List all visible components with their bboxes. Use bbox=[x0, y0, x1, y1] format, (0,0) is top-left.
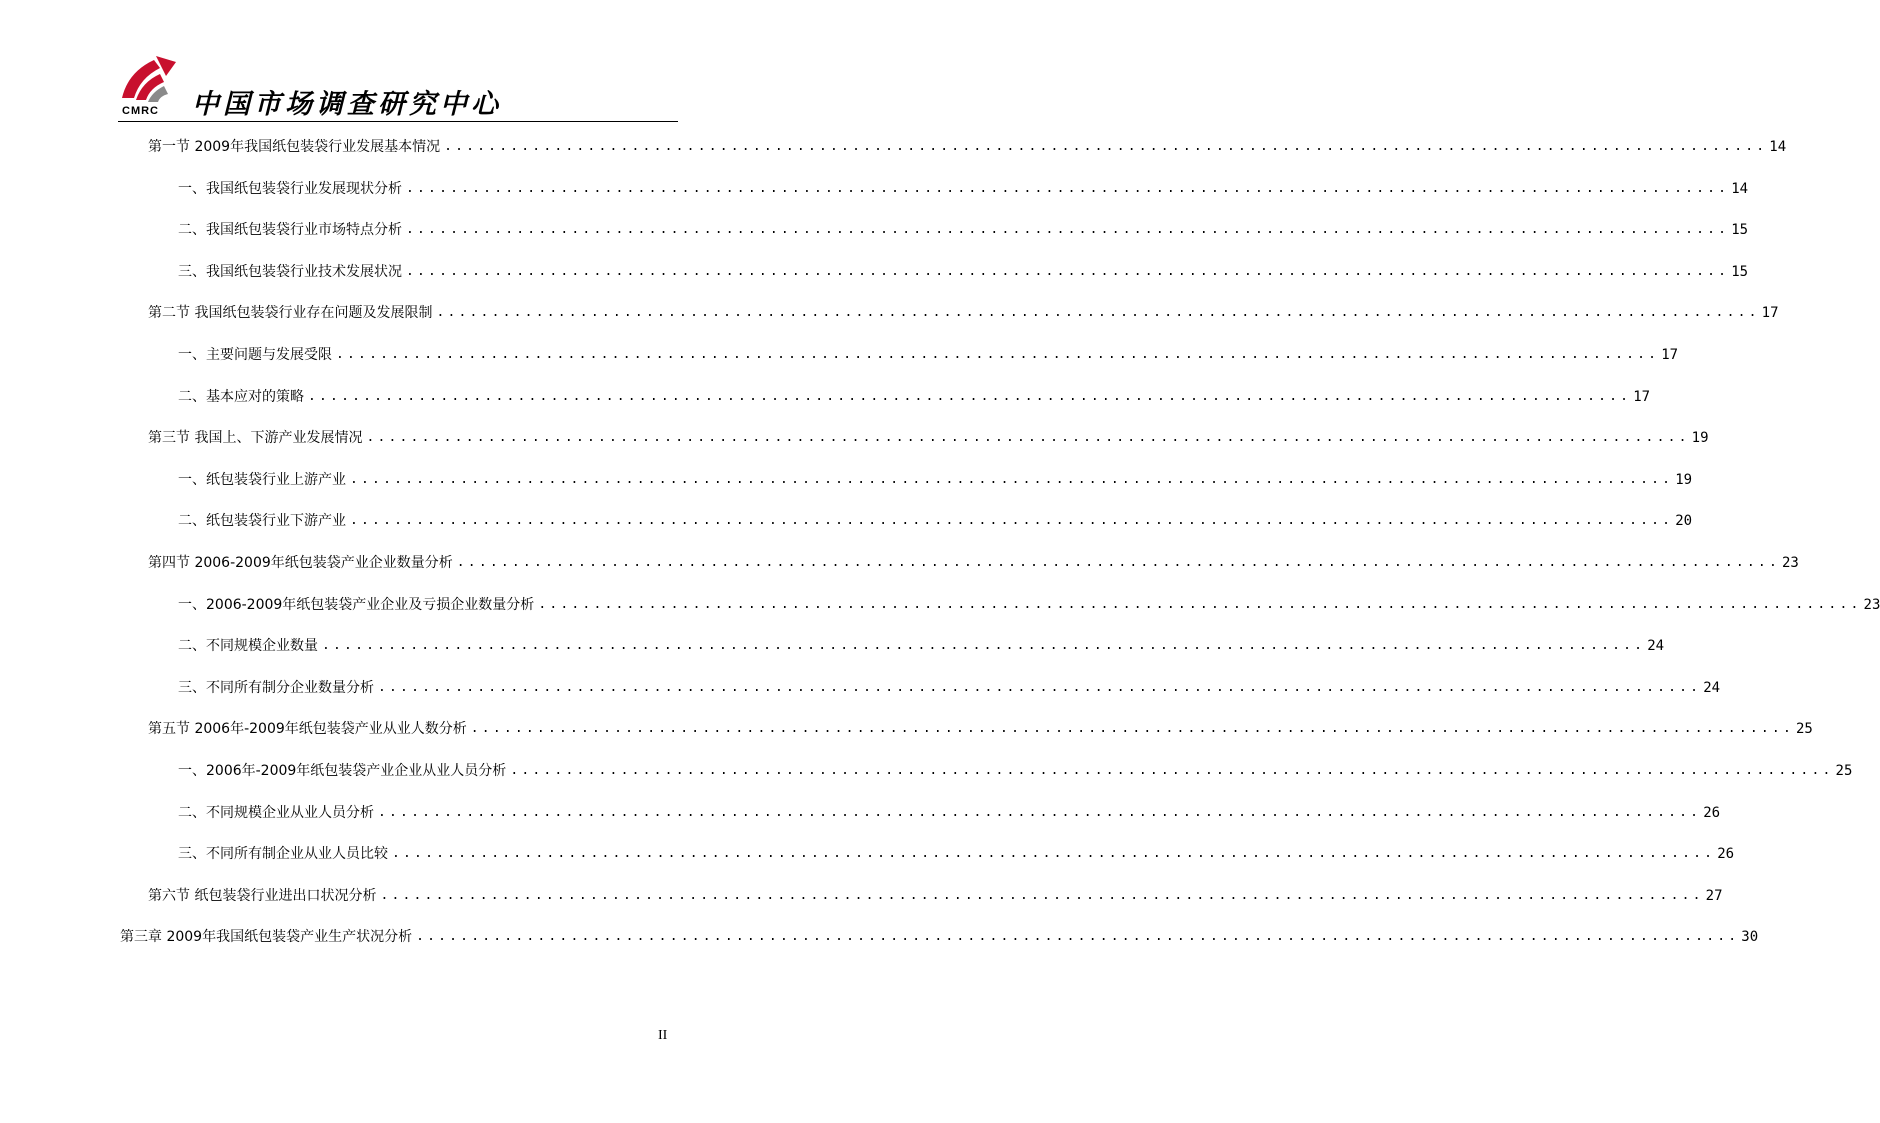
toc-entry[interactable] bbox=[148, 421, 1709, 447]
toc-leader-dots: ........................................................................................................................ bbox=[336, 347, 1660, 362]
toc-entry-page: 23 bbox=[1781, 555, 1799, 571]
toc-entry-page: 15 bbox=[1731, 263, 1749, 280]
toc-leader-dots: ........................................................................................................................ bbox=[380, 887, 1704, 903]
toc-entry-title: 一、主要问题与发展受限 bbox=[178, 347, 332, 363]
toc-entry[interactable] bbox=[178, 629, 1665, 655]
toc-entry-title: 二、我国纸包装袋行业市场特点分析 bbox=[178, 222, 402, 239]
toc-entry-page: 19 bbox=[1691, 430, 1709, 447]
toc-entry-page: 20 bbox=[1675, 513, 1693, 530]
toc-entry-page: 14 bbox=[1731, 180, 1749, 197]
toc-entry-title: 第四节 2006-2009年纸包装袋产业企业数量分析 bbox=[148, 555, 453, 571]
toc-entry-title: 一、我国纸包装袋行业发展现状分析 bbox=[178, 180, 402, 197]
toc-leader-dots: ........................................................................................................................ bbox=[322, 638, 1646, 654]
toc-entry-page: 26 bbox=[1717, 846, 1735, 863]
header-divider bbox=[118, 121, 678, 122]
toc-entry-page: 25 bbox=[1795, 721, 1813, 738]
toc-entry-page: 15 bbox=[1731, 222, 1749, 239]
toc-leader-dots: ........................................................................................................................ bbox=[378, 804, 1702, 820]
toc-entry-title: 第六节 纸包装袋行业进出口状况分析 bbox=[148, 887, 377, 904]
toc-entry-title: 一、2006年-2009年纸包装袋产业企业从业人员分析 bbox=[178, 763, 507, 779]
toc-leader-dots: ........................................................................................................................ bbox=[350, 471, 1674, 487]
toc-entry-title: 二、纸包装袋行业下游产业 bbox=[178, 513, 346, 530]
logo-caption: CMRC bbox=[122, 105, 159, 117]
toc-entry[interactable] bbox=[178, 671, 1721, 697]
toc-entry[interactable] bbox=[178, 255, 1749, 281]
toc-entry[interactable] bbox=[120, 920, 1759, 946]
toc-leader-dots: ........................................................................................................................ bbox=[406, 180, 1730, 196]
toc-leader-dots: ........................................................................................................................ bbox=[456, 555, 1780, 570]
toc-entry-title: 二、不同规模企业数量 bbox=[178, 638, 318, 655]
toc-entry[interactable] bbox=[148, 879, 1723, 905]
toc-entry[interactable] bbox=[178, 796, 1721, 822]
toc-entry[interactable] bbox=[148, 712, 1813, 738]
toc-entry-page: 23 bbox=[1863, 596, 1880, 613]
page-header bbox=[118, 50, 678, 122]
toc-entry-title: 第一节 2009年我国纸包装袋行业发展基本情况 bbox=[148, 139, 441, 155]
toc-leader-dots: ........................................................................................................................ bbox=[392, 846, 1716, 862]
toc-entry[interactable] bbox=[178, 338, 1679, 364]
page-number: II bbox=[658, 1028, 668, 1043]
toc-entry-page: 25 bbox=[1835, 763, 1853, 779]
toc-leader-dots: ........................................................................................................................ bbox=[366, 430, 1690, 446]
toc-entry-title: 第二节 我国纸包装袋行业存在问题及发展限制 bbox=[148, 305, 433, 322]
organization-name: 中国市场调查研究中心 bbox=[192, 89, 502, 120]
toc-entry[interactable] bbox=[178, 380, 1651, 406]
toc-entry-page: 19 bbox=[1675, 471, 1693, 488]
toc-entry-title: 二、基本应对的策略 bbox=[178, 388, 304, 405]
toc-entry-page: 17 bbox=[1661, 347, 1679, 363]
toc-entry-page: 30 bbox=[1741, 929, 1759, 946]
toc-entry-title: 三、我国纸包装袋行业技术发展状况 bbox=[178, 263, 402, 280]
toc-entry[interactable] bbox=[178, 588, 1880, 614]
toc-leader-dots: ........................................................................................................................ bbox=[538, 596, 1862, 612]
toc-entry-page: 26 bbox=[1703, 804, 1721, 821]
toc-entry[interactable] bbox=[148, 296, 1779, 322]
toc-leader-dots: ........................................................................................................................ bbox=[470, 721, 1794, 737]
toc-entry[interactable] bbox=[178, 754, 1853, 780]
toc-entry-page: 24 bbox=[1703, 679, 1721, 696]
toc-entry-page: 24 bbox=[1647, 638, 1665, 655]
toc-entry[interactable] bbox=[178, 213, 1749, 239]
toc-leader-dots: ........................................................................................................................ bbox=[308, 388, 1632, 404]
toc-entry-page: 17 bbox=[1633, 388, 1651, 405]
toc-leader-dots: ........................................................................................................................ bbox=[416, 929, 1740, 945]
toc-entry[interactable] bbox=[178, 463, 1693, 489]
toc-entry-title: 第三章 2009年我国纸包装袋产业生产状况分析 bbox=[120, 929, 413, 946]
toc-entry-title: 二、不同规模企业从业人员分析 bbox=[178, 804, 374, 821]
toc-entry-title: 三、不同所有制企业从业人员比较 bbox=[178, 846, 388, 863]
toc-entry[interactable] bbox=[148, 130, 1787, 156]
toc-entry[interactable] bbox=[178, 837, 1735, 863]
toc-leader-dots: ........................................................................................................................ bbox=[406, 263, 1730, 279]
toc-leader-dots: ........................................................................................................................ bbox=[444, 139, 1768, 154]
toc-entry-title: 第三节 我国上、下游产业发展情况 bbox=[148, 430, 363, 447]
toc-leader-dots: ........................................................................................................................ bbox=[350, 513, 1674, 529]
toc-entry-title: 一、纸包装袋行业上游产业 bbox=[178, 471, 346, 488]
toc-leader-dots: ........................................................................................................................ bbox=[436, 305, 1760, 321]
toc-entry-page: 14 bbox=[1769, 139, 1787, 155]
toc-entry-title: 三、不同所有制分企业数量分析 bbox=[178, 679, 374, 696]
toc-leader-dots: ........................................................................................................................ bbox=[510, 763, 1834, 778]
toc-entry[interactable] bbox=[148, 546, 1799, 572]
toc-leader-dots: ........................................................................................................................ bbox=[378, 679, 1702, 695]
toc-entry-page: 27 bbox=[1705, 887, 1723, 904]
toc-entry-title: 一、2006-2009年纸包装袋产业企业及亏损企业数量分析 bbox=[178, 596, 535, 613]
toc-entry[interactable] bbox=[178, 504, 1693, 530]
toc-entry[interactable] bbox=[178, 172, 1749, 198]
toc-entry-page: 17 bbox=[1761, 305, 1779, 322]
toc-entry-title: 第五节 2006年-2009年纸包装袋产业从业人数分析 bbox=[148, 721, 467, 738]
toc-leader-dots: ........................................................................................................................ bbox=[406, 222, 1730, 238]
